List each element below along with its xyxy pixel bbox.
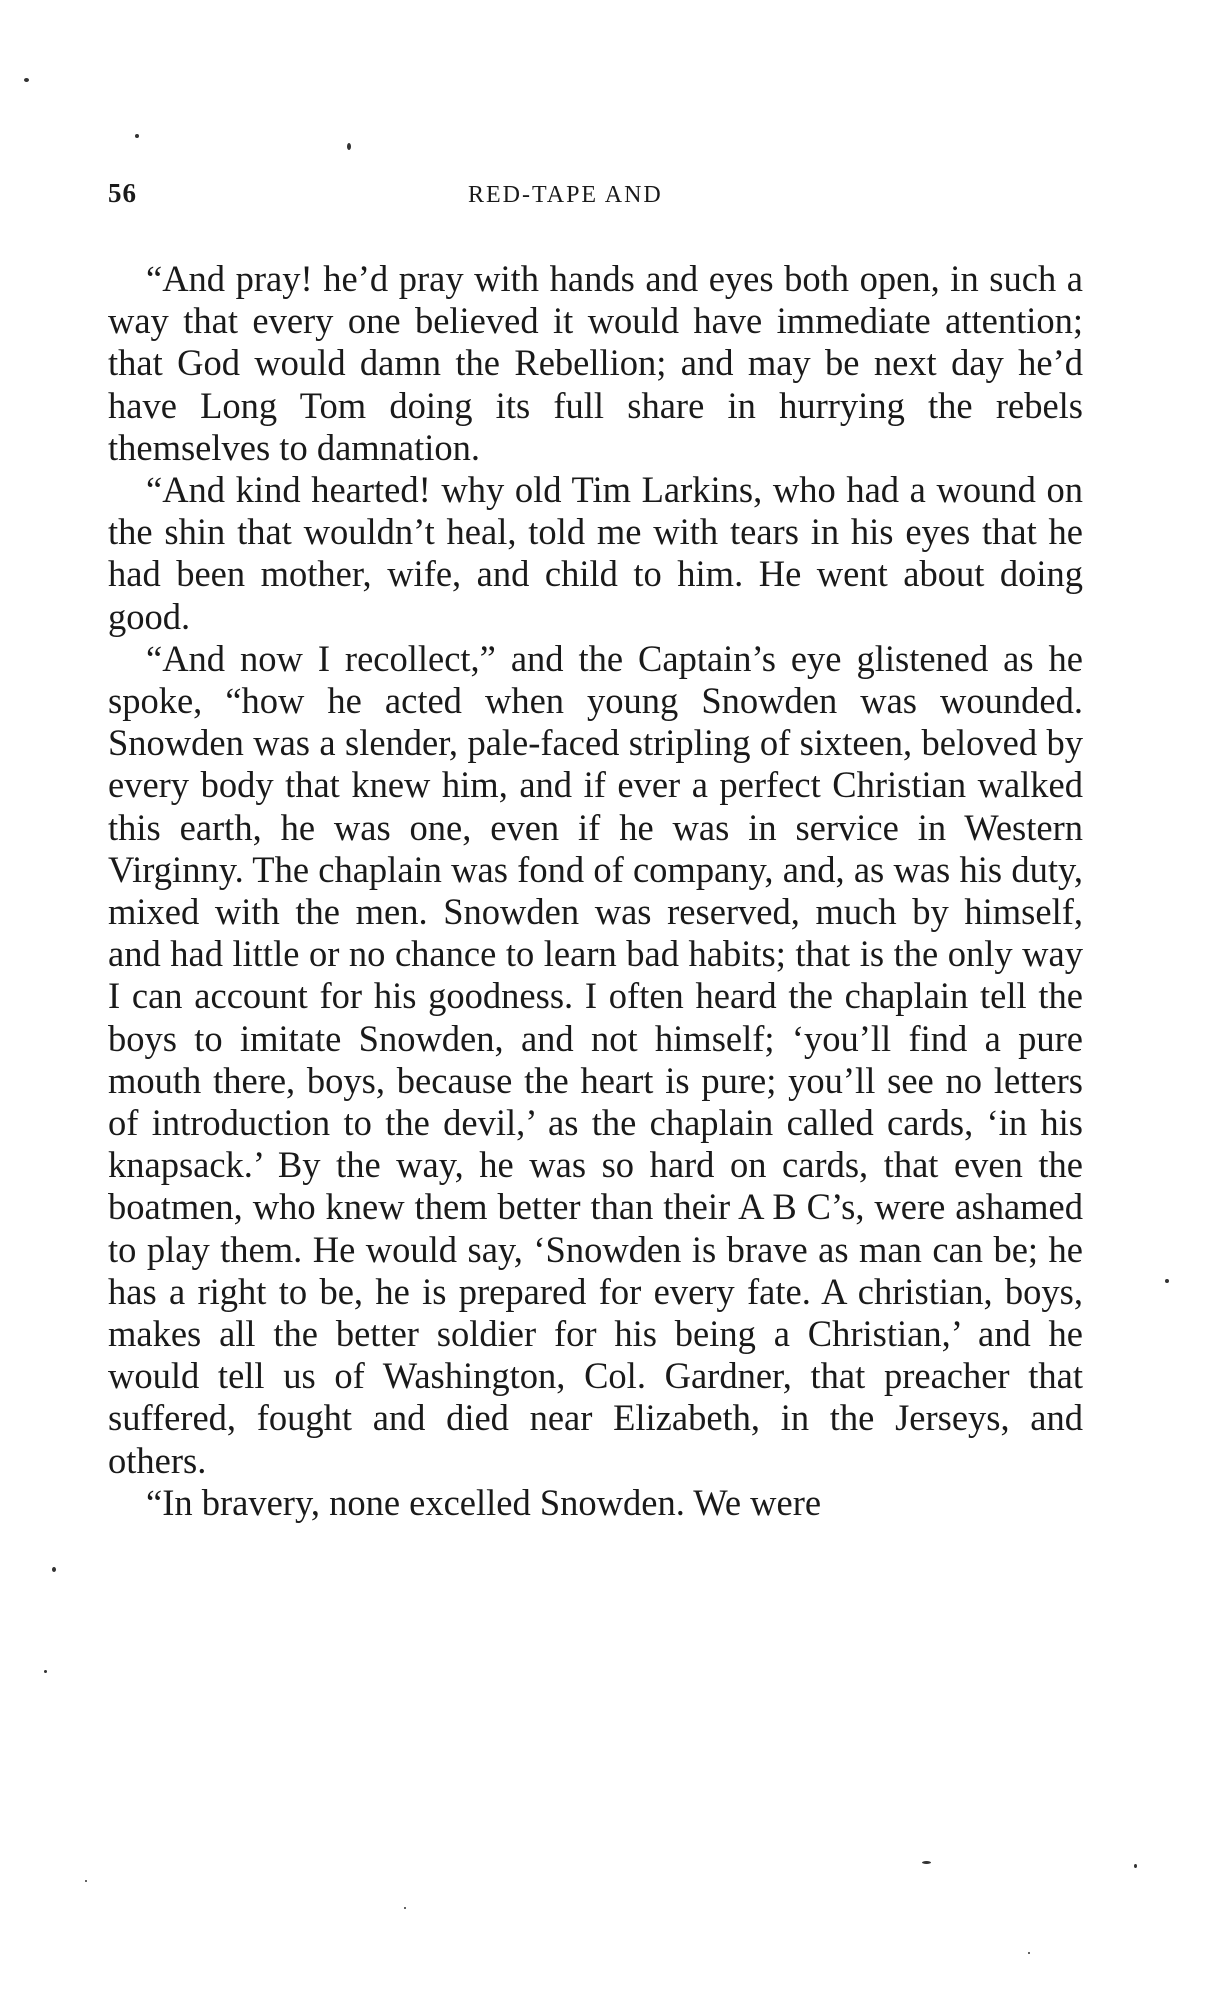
running-head	[108, 178, 1088, 218]
paragraph-kind-hearted: “And kind hearted! why old Tim Larkins, who had a wound on the shin that wouldn’t heal, told me with tears in his eyes that he had been mother, wife, and child to him. He went about doing good.	[108, 469, 1083, 637]
running-head-title: RED-TAPE AND	[468, 182, 663, 208]
paragraph-prayer: “And pray! he’d pray with hands and eyes both open, in such a way that every one believed it would have immediate attention; that God would damn the Rebellion; and may be next day he’d have Long Tom doing its full share in hurrying the rebels themselves to damnation.	[108, 258, 1083, 468]
paragraph-snowden: “And now I recollect,” and the Captain’s eye glistened as he spoke, “how he acted when young Snowden was wounded. Snowden was a slender, pale-faced stripling of sixteen, beloved by every body that knew him, and if ever a perfect Christian walked this earth, he was one, even if he was in service in Western Virginny. The chaplain was fond of company, and, as was his duty, mixed with the men. Snowden was reserved, much by himself, and had little or no chance to learn bad habits; that is the only way I can account for his goodness. I often heard the chaplain tell the boys to imitate Snowden, and not himself; ‘you’ll find a pure mouth there, boys, because the heart is pure; you’ll see no letters of introduction to the devil,’ as the chaplain called cards, ‘in his knapsack.’ By the way, he was so hard on cards, that even the boatmen, who knew them better than their A B C’s, were ashamed to play them. He would say, ‘Snowden is brave as man can be; he has a right to be, he is prepared for every fate. A christian, boys, makes all the better soldier for his being a Christian,’ and he would tell us of Washington, Col. Gardner, that preacher that suffered, fought and died near Elizabeth, in the Jerseys, and others.	[108, 637, 1083, 1481]
page-number: 56	[108, 178, 137, 208]
scan-speck	[44, 1670, 47, 1673]
scan-speck	[404, 1907, 406, 1909]
body-text	[108, 258, 1083, 1524]
scan-speck	[922, 1861, 931, 1864]
scan-speck	[347, 143, 351, 150]
scan-speck	[1134, 1864, 1137, 1868]
scan-speck	[85, 1880, 87, 1882]
scan-speck	[1165, 1279, 1169, 1283]
scan-speck	[135, 134, 139, 138]
scan-speck	[1028, 1952, 1030, 1954]
paragraph-bravery: “In bravery, none excelled Snowden. We were	[146, 1481, 822, 1523]
scan-speck	[52, 1567, 56, 1572]
scan-speck	[24, 78, 29, 82]
